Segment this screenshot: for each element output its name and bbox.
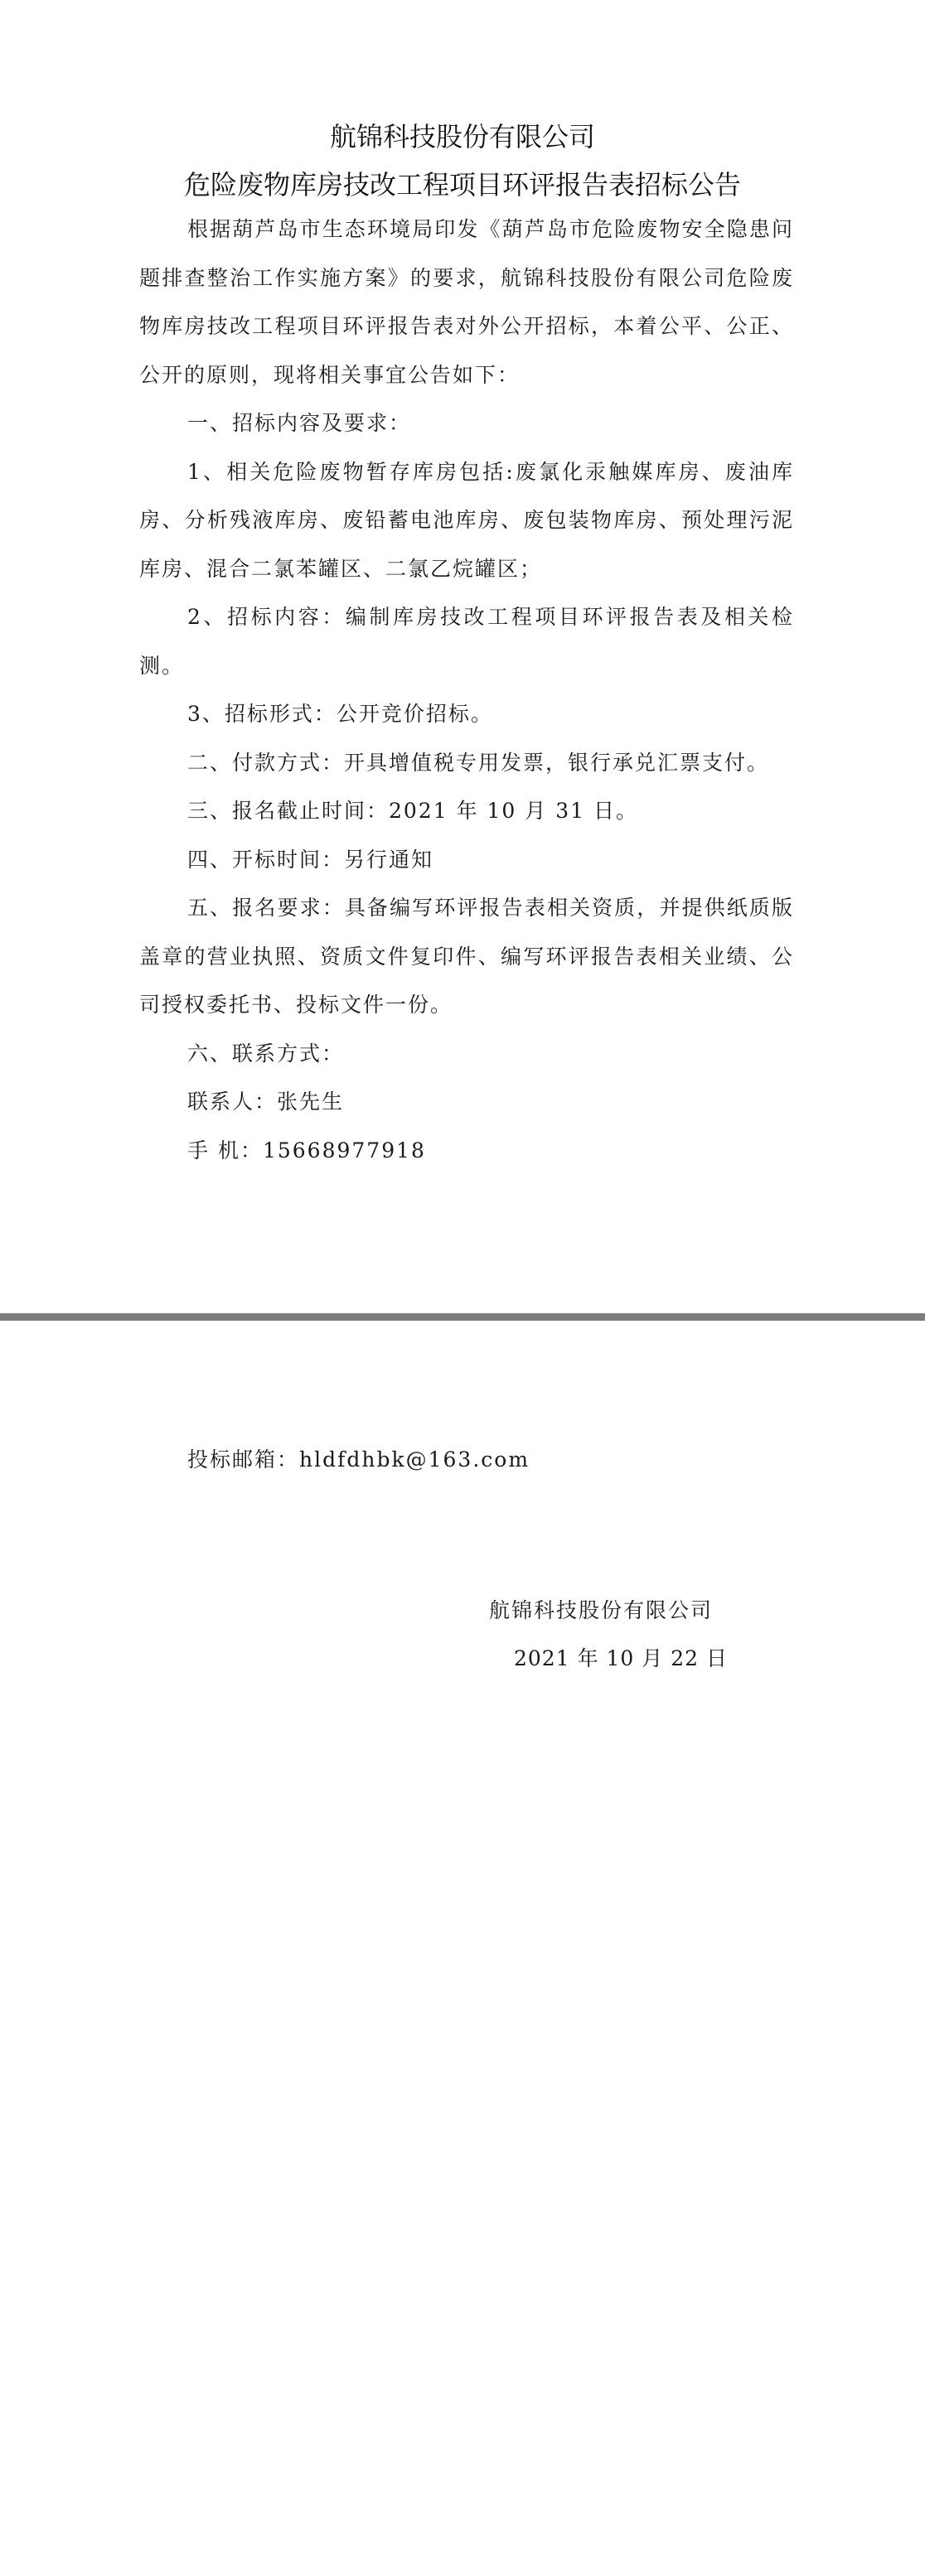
- section-6-contact-heading: 六、联系方式：: [187, 1041, 345, 1066]
- contact-phone: 手 机：15668977918: [187, 1138, 426, 1162]
- section-1-heading: 一、招标内容及要求：: [187, 411, 412, 435]
- intro-paragraph: 根据葫芦岛市生态环境局印发《葫芦岛市危险废物安全隐患问题排查整治工作实施方案》的要求，航锦科技股份有限公司危险废物库房技改工程项目环评报告表对外公开招标，本着公平、公正、公开的原则，现将相关事宜公告如下：: [139, 217, 794, 387]
- signature-company: 航锦科技股份有限公司: [489, 1598, 714, 1622]
- document-title-notice: 危险废物库房技改工程项目环评报告表招标公告: [183, 169, 741, 201]
- document-body: [139, 205, 794, 1175]
- section-1-item-2: 2、招标内容：编制库房技改工程项目环评报告表及相关检测。: [139, 605, 794, 678]
- section-5-requirements: 五、报名要求：具备编写环评报告表相关资质，并提供纸质版盖章的营业执照、资质文件复印件、编写环评报告表相关业绩、公司授权委托书、投标文件一份。: [139, 896, 794, 1017]
- section-4-opening-time: 四、开标时间：另行通知: [187, 847, 434, 872]
- signature-date: 2021 年 10 月 22 日: [514, 1646, 728, 1670]
- section-1-item-3: 3、招标形式：公开竞价招标。: [187, 702, 493, 726]
- bid-email: 投标邮箱：hldfdhbk@163.com: [187, 1447, 530, 1472]
- document-title-company: 航锦科技股份有限公司: [329, 121, 595, 152]
- document-page-2: [0, 1321, 925, 2576]
- section-1-item-1: 1、相关危险废物暂存库房包括:废氯化汞触媒库房、废油库房、分析残液库房、废铅蓄电池库房、废包装物库房、预处理污泥库房、混合二氯苯罐区、二氯乙烷罐区；: [139, 459, 794, 581]
- contact-person: 联系人：张先生: [187, 1090, 345, 1114]
- section-3-deadline: 三、报名截止时间：2021 年 10 月 31 日。: [187, 799, 638, 823]
- section-2-payment: 二、付款方式：开具增值税专用发票，银行承兑汇票支付。: [187, 750, 770, 775]
- page-separator: [0, 1313, 925, 1321]
